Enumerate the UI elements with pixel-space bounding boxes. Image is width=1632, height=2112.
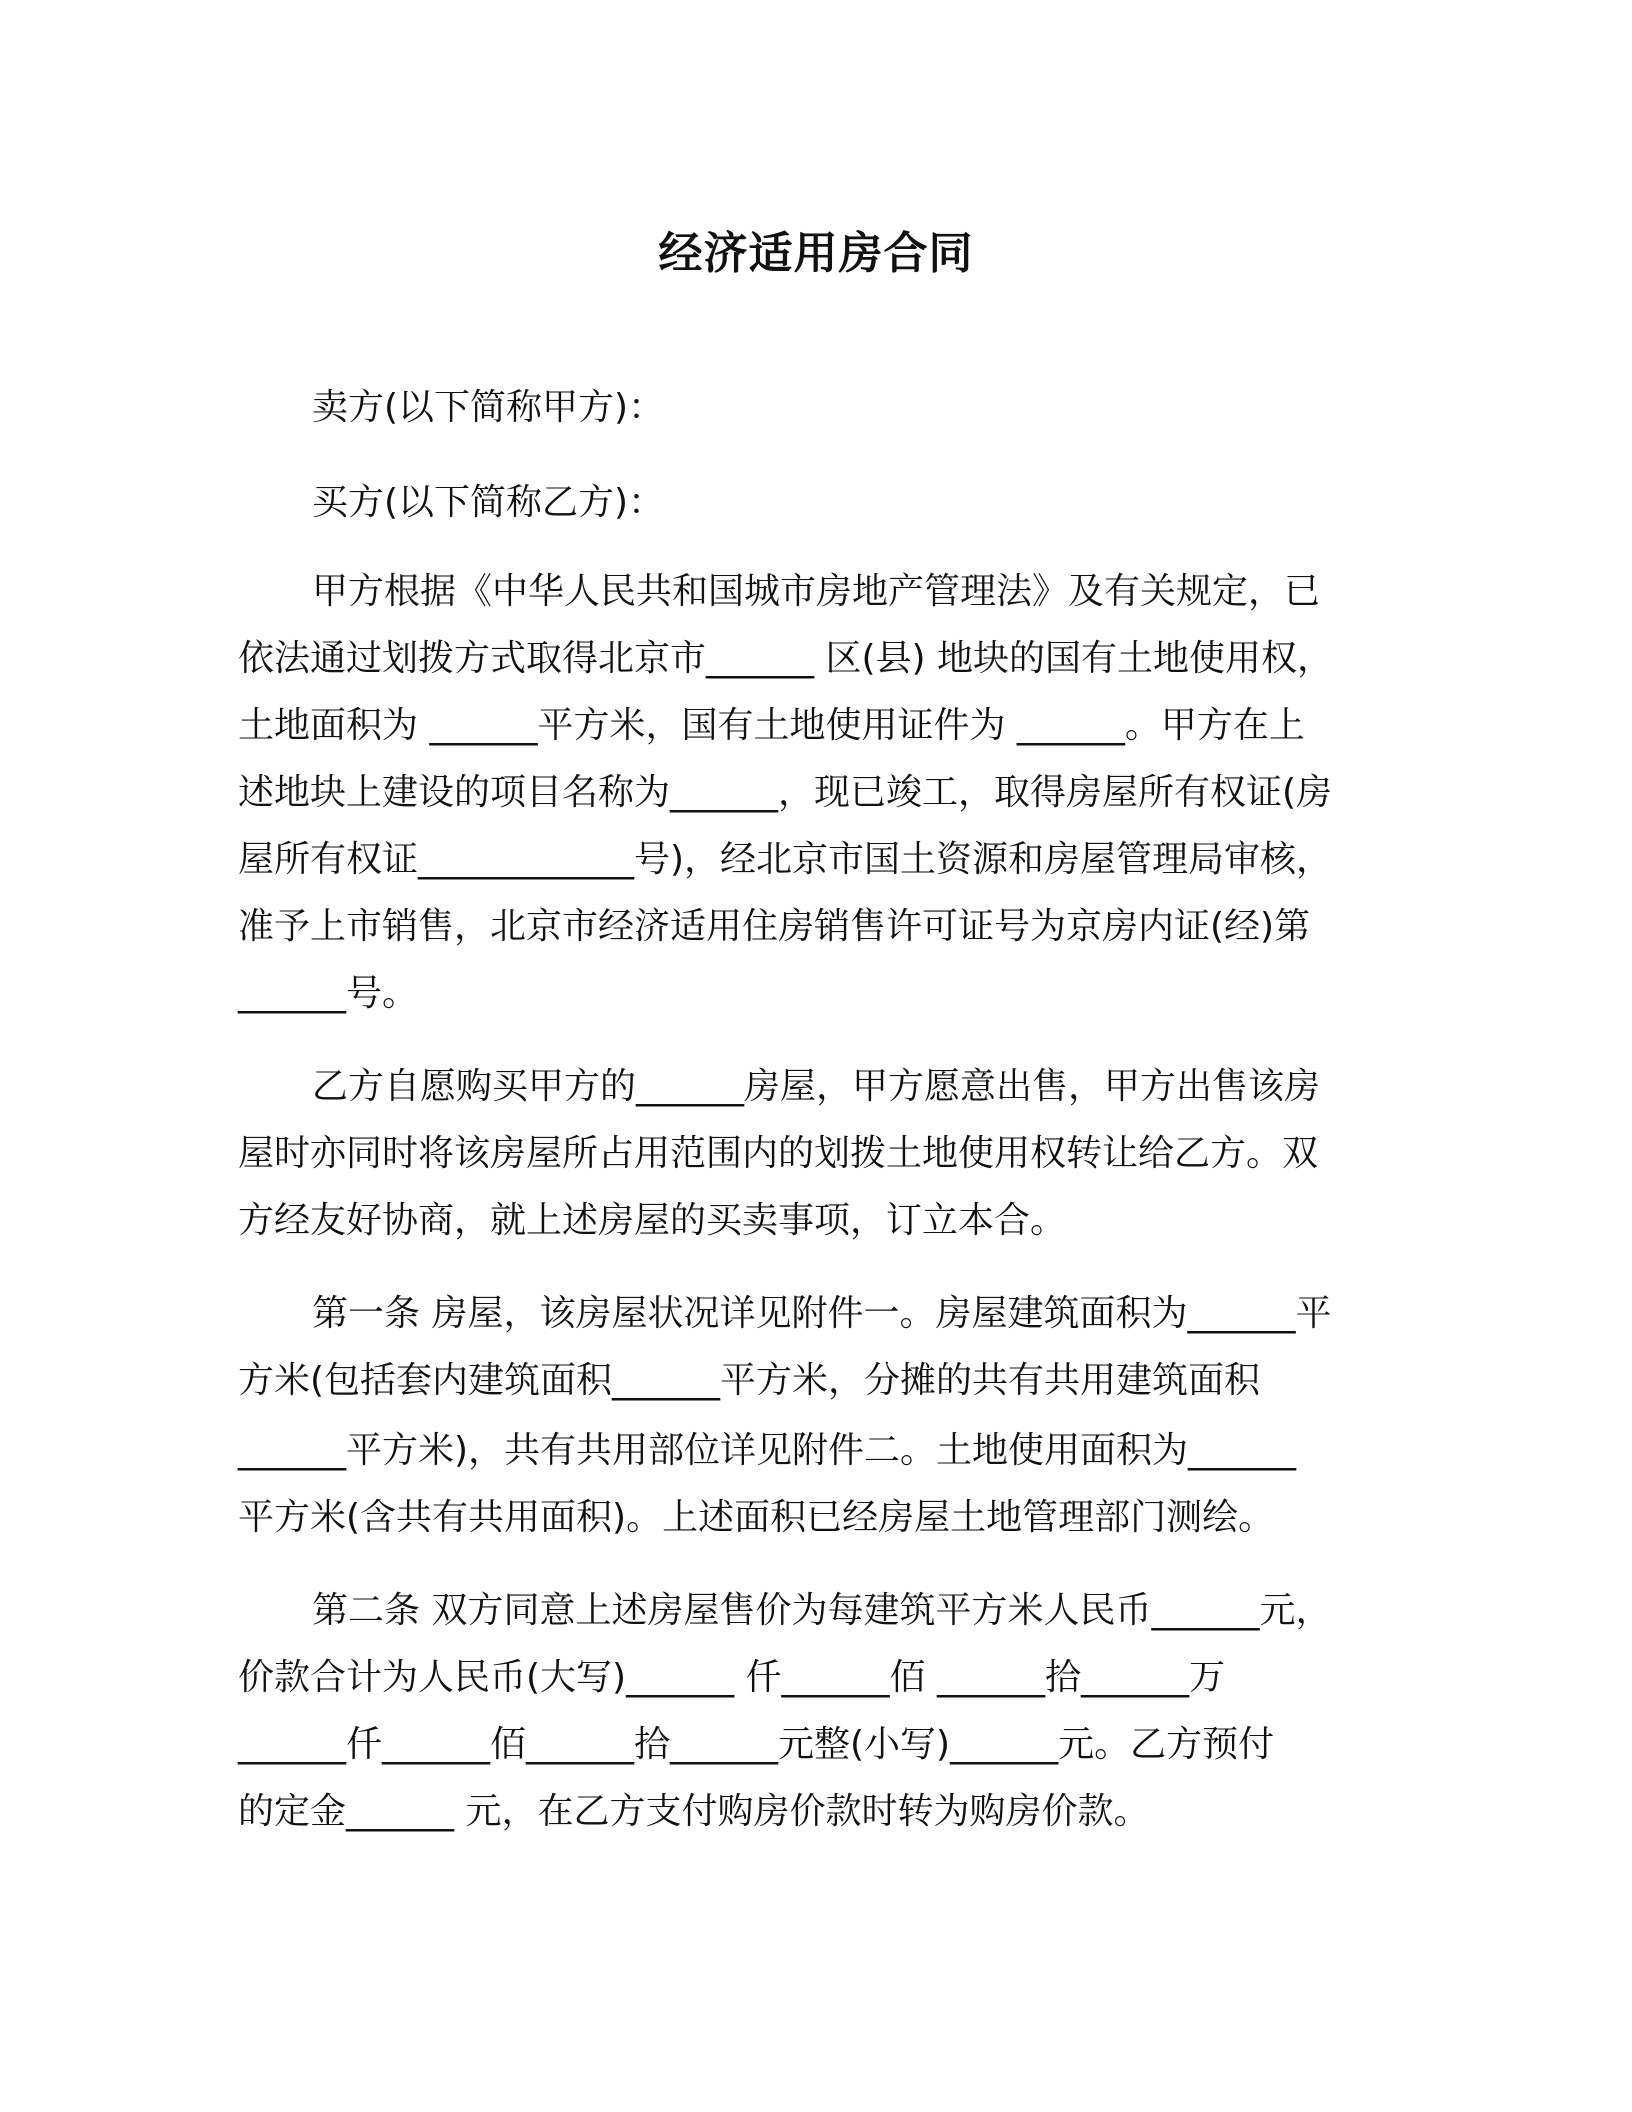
article2-line-1: 第二条 双方同意上述房屋售价为每建筑平方米人民币______元， (312, 1590, 1332, 1631)
article1-line-2: 方米(包括套内建筑面积______平方米，分摊的共有共用建筑面积 (238, 1360, 1261, 1401)
para1-line-2: 依法通过划拨方式取得北京市______ 区(县) 地块的国有土地使用权， (238, 638, 1333, 679)
para1-line-4: 述地块上建设的项目名称为______，现已竣工，取得房屋所有权证(房 (238, 772, 1333, 813)
para2-line-2: 屋时亦同时将该房屋所占用范围内的划拨土地使用权转让给乙方。双 (238, 1133, 1319, 1174)
article2-line-4: 的定金______ 元，在乙方支付购房价款时转为购房价款。 (238, 1791, 1150, 1832)
article1-line-1: 第一条 房屋，该房屋状况详见附件一。房屋建筑面积为______平 (312, 1293, 1332, 1334)
document-title: 经济适用房合同 (658, 228, 974, 279)
para2-line-3: 方经友好协商，就上述房屋的买卖事项，订立本合。 (238, 1200, 1067, 1241)
article1-line-3: ______平方米)，共有共用部位详见附件二。土地使用面积为______ (238, 1430, 1297, 1471)
para1-line-1: 甲方根据《中华人民共和国城市房地产管理法》及有关规定，已 (312, 571, 1321, 612)
article2-line-2: 价款合计为人民币(大写)______ 仟______佰 ______拾______万 (238, 1657, 1225, 1698)
seller-line: 卖方(以下简称甲方)： (312, 387, 665, 428)
article2-line-3: ______仟______佰______拾______元整(小写)______元。乙方预付 (238, 1724, 1275, 1765)
para1-line-6: 准予上市销售，北京市经济适用住房销售许可证号为京房内证(经)第 (238, 906, 1311, 947)
para1-line-5: 屋所有权证____________号)，经北京市国土资源和房屋管理局审核， (238, 839, 1333, 880)
buyer-line: 买方(以下简称乙方)： (312, 482, 665, 523)
para1-line-3: 土地面积为 ______平方米，国有土地使用证件为 ______。甲方在上 (238, 705, 1305, 746)
para1-line-7: ______号。 (238, 973, 419, 1014)
para2-line-1: 乙方自愿购买甲方的______房屋，甲方愿意出售，甲方出售该房 (312, 1066, 1321, 1107)
article1-line-4: 平方米(含共有共用面积)。上述面积已经房屋土地管理部门测绘。 (238, 1497, 1275, 1538)
